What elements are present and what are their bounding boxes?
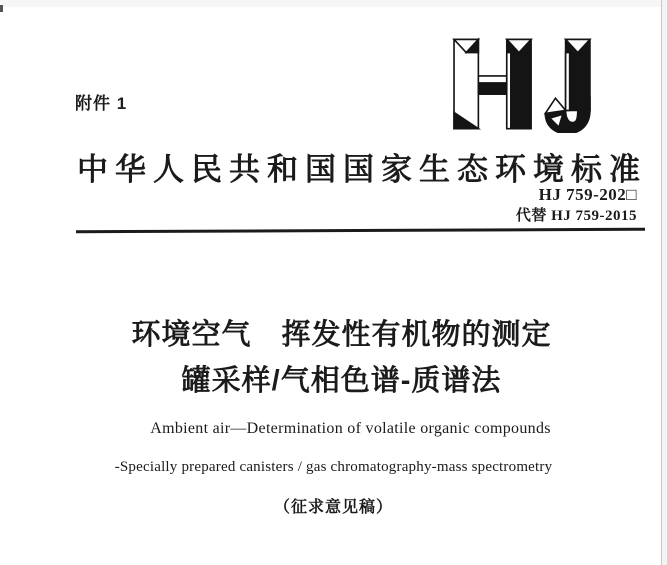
document-title-cn-line1: 环境空气 挥发性有机物的测定 (131, 319, 552, 351)
scan-edge-right-strip (662, 0, 667, 565)
logo-letter-h (454, 39, 531, 128)
hj-logo-icon (452, 31, 594, 133)
header-rule (76, 228, 645, 233)
page-title: 中华人民共和国国家生态环境标准 (77, 152, 647, 187)
standard-number: HJ 759-202□ (538, 185, 637, 204)
attachment-label: 附件 1 (75, 94, 128, 113)
standard-number-block (516, 184, 637, 226)
scan-edge-top (0, 0, 667, 7)
logo-letter-j (545, 39, 590, 133)
document-title-cn-line2: 罐采样/气相色谱-质谱法 (181, 365, 502, 397)
document-title-en-line1: Ambient air—Determination of volatile organic compounds (150, 420, 551, 437)
replaces-note: 代替 HJ 759-2015 (515, 208, 637, 225)
document-title-cn (0, 312, 667, 404)
scan-speck (0, 5, 3, 12)
draft-note: （征求意见稿） (273, 499, 393, 516)
document-title-en-line2: -Specially prepared canisters / gas chromatography-mass spectrometry (114, 459, 553, 475)
